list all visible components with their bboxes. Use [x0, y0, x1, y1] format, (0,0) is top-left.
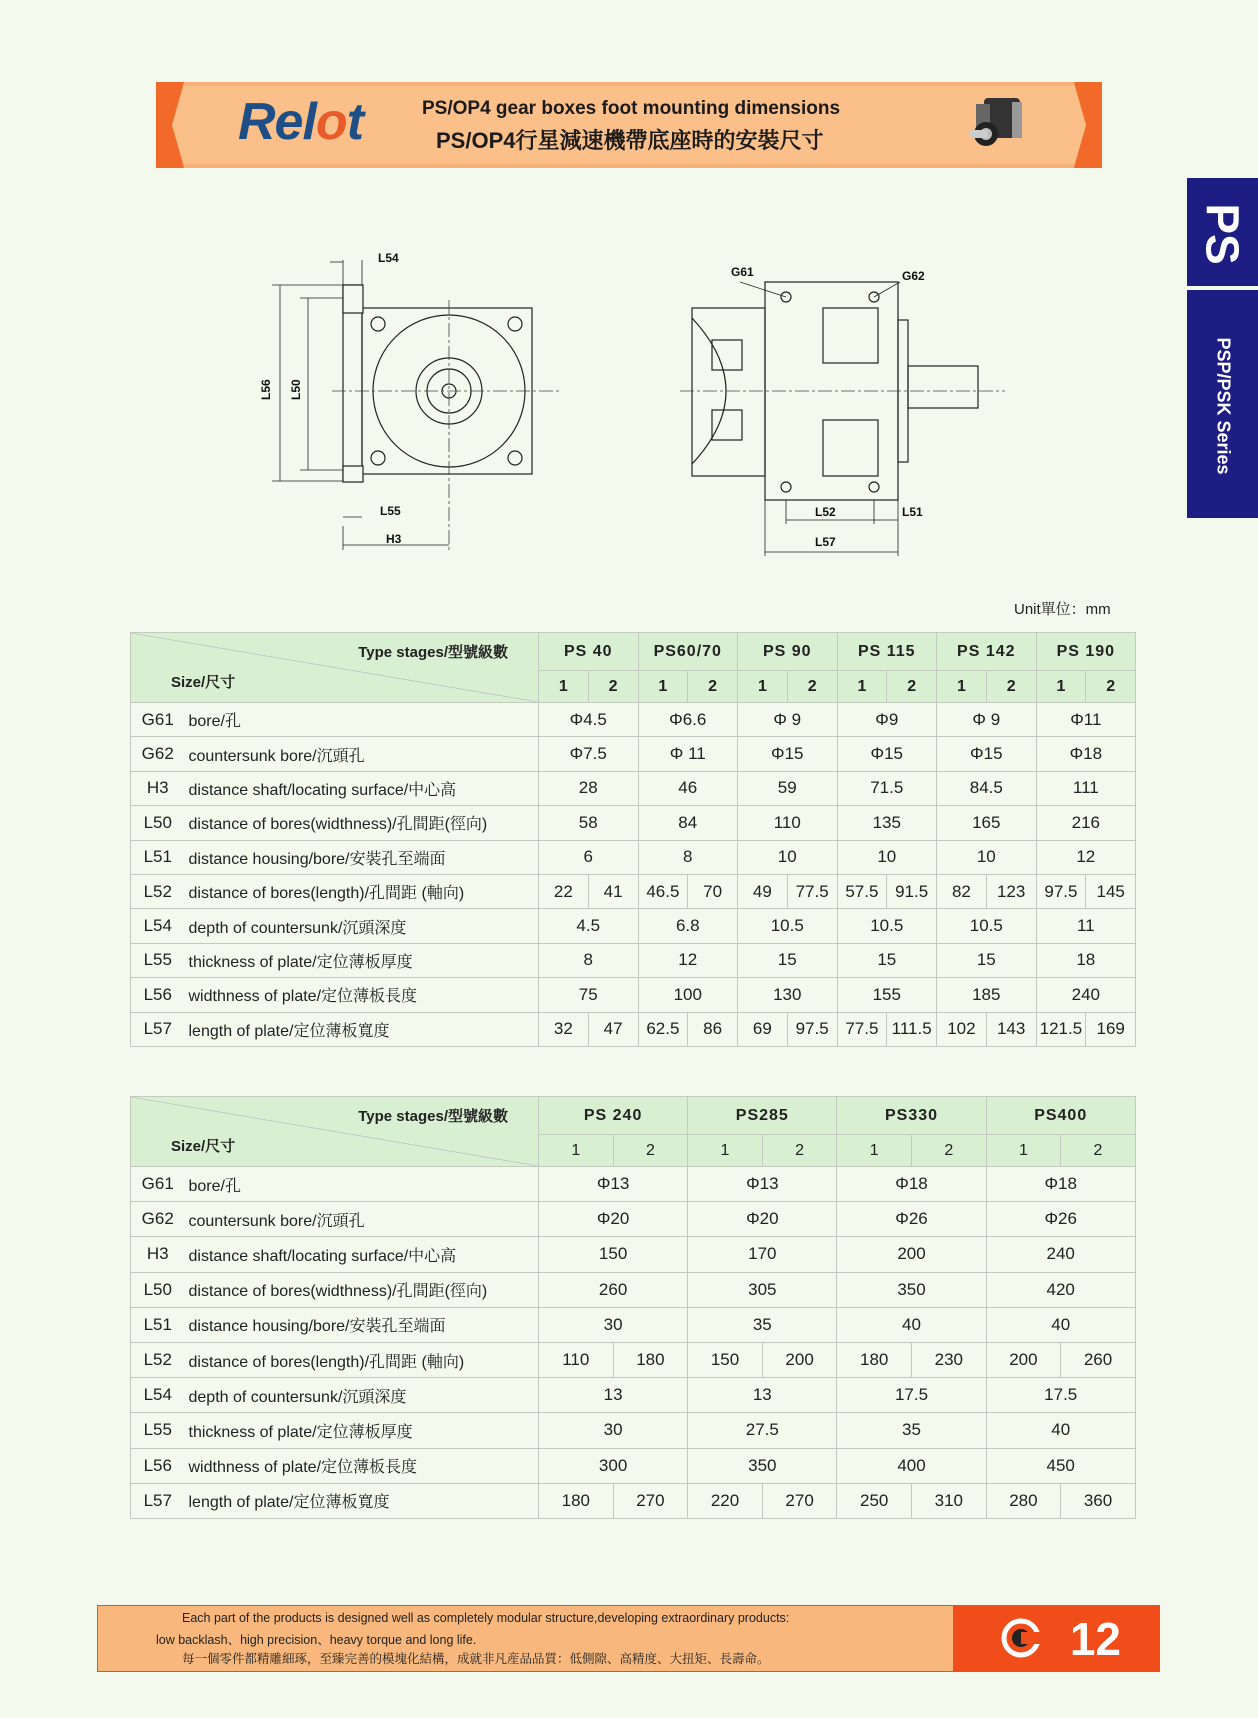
dimension-code: G62	[131, 737, 185, 771]
model-header: PS330	[837, 1097, 986, 1135]
value-cell: 15	[937, 943, 1037, 977]
footer-line-3: 每一個零件都精雕細琢，至臻完善的模塊化結構，成就非凡産品品質：低側隙、高精度、大扭矩、長壽命。	[182, 1652, 770, 1666]
dimensions-table-small	[130, 632, 1136, 1047]
company-emblem-icon	[1001, 1618, 1041, 1658]
dimension-code: L52	[131, 874, 185, 908]
model-header: PS 40	[539, 633, 639, 671]
value-cell: 82	[937, 874, 987, 908]
value-cell: 200	[837, 1237, 986, 1272]
value-cell: 10.5	[738, 909, 838, 943]
value-cell: Φ20	[539, 1202, 688, 1237]
dimension-code: L51	[131, 840, 185, 874]
dimension-description: countersunk bore/沉頭孔	[185, 737, 539, 771]
model-header: PS285	[688, 1097, 837, 1135]
value-cell: 97.5	[787, 1012, 837, 1046]
stage-header: 2	[613, 1135, 688, 1167]
value-cell: 10.5	[837, 909, 937, 943]
value-cell: Φ7.5	[539, 737, 639, 771]
dimension-description: depth of countersunk/沉頭深度	[185, 1378, 539, 1413]
dimension-description: distance shaft/locating surface/中心高	[185, 1237, 539, 1272]
value-cell: 10	[837, 840, 937, 874]
value-cell: 270	[762, 1483, 837, 1518]
dimension-code: H3	[131, 771, 185, 805]
value-cell: 77.5	[787, 874, 837, 908]
table-row	[131, 1012, 1136, 1046]
value-cell: 8	[638, 840, 738, 874]
model-header: PS60/70	[638, 633, 738, 671]
value-cell: 17.5	[986, 1378, 1135, 1413]
value-cell: 350	[837, 1272, 986, 1307]
dimension-description: bore/孔	[185, 1167, 539, 1202]
value-cell: Φ13	[688, 1167, 837, 1202]
value-cell: 11	[1036, 909, 1136, 943]
dimension-code: L55	[131, 943, 185, 977]
value-cell: Φ15	[937, 737, 1037, 771]
value-cell: 40	[986, 1413, 1135, 1448]
value-cell: 250	[837, 1483, 912, 1518]
dimension-code: L55	[131, 1413, 185, 1448]
stage-header: 1	[738, 671, 788, 703]
value-cell: Φ6.6	[638, 703, 738, 737]
value-cell: 13	[539, 1378, 688, 1413]
value-cell: 450	[986, 1448, 1135, 1483]
value-cell: 145	[1086, 874, 1136, 908]
dimension-description: depth of countersunk/沉頭深度	[185, 909, 539, 943]
value-cell: Φ 9	[937, 703, 1037, 737]
value-cell: 230	[912, 1342, 987, 1377]
value-cell: 8	[539, 943, 639, 977]
value-cell: 169	[1086, 1012, 1136, 1046]
stage-header: 2	[688, 671, 738, 703]
table-row	[131, 703, 1136, 737]
dimension-description: widthness of plate/定位薄板長度	[185, 978, 539, 1012]
table-row	[131, 978, 1136, 1012]
stage-header: 1	[539, 1135, 614, 1167]
stage-header: 1	[1036, 671, 1086, 703]
table-row	[131, 771, 1136, 805]
value-cell: 121.5	[1036, 1012, 1086, 1046]
label-l54: L54	[378, 251, 399, 265]
value-cell: 58	[539, 806, 639, 840]
value-cell: 71.5	[837, 771, 937, 805]
value-cell: 84.5	[937, 771, 1037, 805]
stage-header: 2	[1086, 671, 1136, 703]
value-cell: 30	[539, 1307, 688, 1342]
stage-header: 2	[912, 1135, 987, 1167]
value-cell: 150	[539, 1237, 688, 1272]
value-cell: 220	[688, 1483, 763, 1518]
table-corner	[131, 633, 539, 703]
value-cell: Φ18	[1036, 737, 1136, 771]
value-cell: 47	[588, 1012, 638, 1046]
label-l51: L51	[902, 505, 923, 519]
dimension-code: G62	[131, 1202, 185, 1237]
corner-size-label: Size/尺寸	[171, 1138, 236, 1155]
model-header: PS 190	[1036, 633, 1136, 671]
dimension-description: distance of bores(length)/孔間距 (軸向)	[185, 1342, 539, 1377]
dimension-description: distance shaft/locating surface/中心高	[185, 771, 539, 805]
value-cell: 75	[539, 978, 639, 1012]
value-cell: Φ11	[1036, 703, 1136, 737]
value-cell: 130	[738, 978, 838, 1012]
model-header: PS 142	[937, 633, 1037, 671]
footer-page-block	[953, 1606, 1159, 1671]
value-cell: 10	[937, 840, 1037, 874]
table-row	[131, 806, 1136, 840]
dimension-description: length of plate/定位薄板寬度	[185, 1012, 539, 1046]
footer-line-1: Each part of the products is designed well as completely modular structure,developing extraordinary products:	[182, 1611, 790, 1625]
stage-header: 2	[588, 671, 638, 703]
value-cell: 27.5	[688, 1413, 837, 1448]
label-g61: G61	[731, 265, 754, 279]
value-cell: 91.5	[887, 874, 937, 908]
value-cell: Φ4.5	[539, 703, 639, 737]
value-cell: 400	[837, 1448, 986, 1483]
value-cell: 260	[539, 1272, 688, 1307]
label-l57: L57	[815, 535, 836, 549]
dimension-code: L54	[131, 909, 185, 943]
value-cell: 46	[638, 771, 738, 805]
value-cell: 420	[986, 1272, 1135, 1307]
stage-header: 1	[986, 1135, 1061, 1167]
value-cell: 30	[539, 1413, 688, 1448]
value-cell: Φ9	[837, 703, 937, 737]
value-cell: 62.5	[638, 1012, 688, 1046]
value-cell: 57.5	[837, 874, 887, 908]
value-cell: 110	[539, 1342, 614, 1377]
value-cell: 46.5	[638, 874, 688, 908]
value-cell: 17.5	[837, 1378, 986, 1413]
dimension-description: distance housing/bore/安裝孔至端面	[185, 1307, 539, 1342]
stage-header: 2	[787, 671, 837, 703]
value-cell: Φ20	[688, 1202, 837, 1237]
value-cell: 180	[837, 1342, 912, 1377]
stage-header: 2	[762, 1135, 837, 1167]
corner-type-label: Type stages/型號級數	[358, 644, 508, 661]
value-cell: 180	[539, 1483, 614, 1518]
dimension-description: distance of bores(length)/孔間距 (軸向)	[185, 874, 539, 908]
table-row	[131, 1167, 1136, 1202]
table-row	[131, 1378, 1136, 1413]
value-cell: 111	[1036, 771, 1136, 805]
value-cell: 305	[688, 1272, 837, 1307]
dimension-code: L57	[131, 1483, 185, 1518]
value-cell: 216	[1036, 806, 1136, 840]
dimension-code: L52	[131, 1342, 185, 1377]
dimension-code: H3	[131, 1237, 185, 1272]
value-cell: 10	[738, 840, 838, 874]
title-chinese: PS/OP4行星減速機帶底座時的安裝尺寸	[436, 128, 824, 153]
stage-header: 1	[688, 1135, 763, 1167]
value-cell: 280	[986, 1483, 1061, 1518]
model-header: PS 115	[837, 633, 937, 671]
dimension-code: L51	[131, 1307, 185, 1342]
value-cell: 69	[738, 1012, 788, 1046]
technical-drawings	[0, 0, 1258, 590]
dimension-code: L50	[131, 806, 185, 840]
value-cell: 13	[688, 1378, 837, 1413]
value-cell: 360	[1061, 1483, 1136, 1518]
model-header: PS 90	[738, 633, 838, 671]
value-cell: 150	[688, 1342, 763, 1377]
footer-bar	[97, 1605, 1160, 1672]
value-cell: 4.5	[539, 909, 639, 943]
brand-logo: Relot	[238, 93, 364, 151]
dimension-description: length of plate/定位薄板寬度	[185, 1483, 539, 1518]
value-cell: 102	[937, 1012, 987, 1046]
value-cell: 110	[738, 806, 838, 840]
table-row	[131, 1342, 1136, 1377]
dimension-description: widthness of plate/定位薄板長度	[185, 1448, 539, 1483]
corner-size-label: Size/尺寸	[171, 674, 236, 691]
dimension-description: countersunk bore/沉頭孔	[185, 1202, 539, 1237]
value-cell: Φ18	[837, 1167, 986, 1202]
stage-header: 1	[937, 671, 987, 703]
unit-label: Unit單位：mm	[1014, 601, 1111, 618]
value-cell: 32	[539, 1012, 589, 1046]
table-row	[131, 1272, 1136, 1307]
value-cell: 180	[613, 1342, 688, 1377]
value-cell: 15	[837, 943, 937, 977]
value-cell: 260	[1061, 1342, 1136, 1377]
stage-header: 1	[837, 671, 887, 703]
value-cell: 200	[762, 1342, 837, 1377]
dimension-description: distance of bores(widthness)/孔間距(徑向)	[185, 1272, 539, 1307]
value-cell: 170	[688, 1237, 837, 1272]
table-row	[131, 840, 1136, 874]
stage-header: 1	[837, 1135, 912, 1167]
label-l52: L52	[815, 505, 836, 519]
value-cell: 200	[986, 1342, 1061, 1377]
dimension-code: G61	[131, 1167, 185, 1202]
table-row	[131, 943, 1136, 977]
stage-header: 2	[887, 671, 937, 703]
label-h3: H3	[386, 532, 402, 546]
value-cell: 270	[613, 1483, 688, 1518]
value-cell: 6.8	[638, 909, 738, 943]
value-cell: 97.5	[1036, 874, 1086, 908]
value-cell: 86	[688, 1012, 738, 1046]
label-l56: L56	[259, 379, 273, 400]
table-row	[131, 737, 1136, 771]
value-cell: 22	[539, 874, 589, 908]
value-cell: 15	[738, 943, 838, 977]
table-row	[131, 1237, 1136, 1272]
value-cell: 143	[986, 1012, 1036, 1046]
value-cell: 59	[738, 771, 838, 805]
dimension-code: L54	[131, 1378, 185, 1413]
value-cell: 240	[986, 1237, 1135, 1272]
value-cell: 18	[1036, 943, 1136, 977]
dimension-code: L56	[131, 1448, 185, 1483]
value-cell: 28	[539, 771, 639, 805]
value-cell: 84	[638, 806, 738, 840]
value-cell: Φ 11	[638, 737, 738, 771]
value-cell: 155	[837, 978, 937, 1012]
value-cell: 185	[937, 978, 1037, 1012]
value-cell: 49	[738, 874, 788, 908]
value-cell: 35	[688, 1307, 837, 1342]
table-row	[131, 1202, 1136, 1237]
dimension-description: distance of bores(widthness)/孔間距(徑向)	[185, 806, 539, 840]
label-g62: G62	[902, 269, 925, 283]
value-cell: 70	[688, 874, 738, 908]
table-row	[131, 909, 1136, 943]
model-header: PS 240	[539, 1097, 688, 1135]
stage-header: 1	[539, 671, 589, 703]
series-name: PSP/PSK Series	[1213, 337, 1233, 475]
value-cell: 10.5	[937, 909, 1037, 943]
page-number: 12	[1069, 1613, 1121, 1665]
stage-header: 2	[1061, 1135, 1136, 1167]
table-corner	[131, 1097, 539, 1167]
model-header: PS400	[986, 1097, 1135, 1135]
value-cell: 12	[1036, 840, 1136, 874]
value-cell: Φ26	[986, 1202, 1135, 1237]
table-row	[131, 874, 1136, 908]
value-cell: 35	[837, 1413, 986, 1448]
value-cell: 300	[539, 1448, 688, 1483]
dimension-description: bore/孔	[185, 703, 539, 737]
dimension-description: thickness of plate/定位薄板厚度	[185, 1413, 539, 1448]
value-cell: 310	[912, 1483, 987, 1518]
table-row	[131, 1448, 1136, 1483]
value-cell: 40	[986, 1307, 1135, 1342]
title-english: PS/OP4 gear boxes foot mounting dimensions	[422, 98, 841, 119]
table-row	[131, 1483, 1136, 1518]
label-l50: L50	[289, 379, 303, 400]
table-row	[131, 1307, 1136, 1342]
series-code: PS	[1197, 203, 1249, 265]
dimension-code: L56	[131, 978, 185, 1012]
value-cell: Φ15	[837, 737, 937, 771]
value-cell: 135	[837, 806, 937, 840]
value-cell: 77.5	[837, 1012, 887, 1046]
dimension-code: G61	[131, 703, 185, 737]
dimension-code: L50	[131, 1272, 185, 1307]
label-l55: L55	[380, 504, 401, 518]
stage-header: 2	[986, 671, 1036, 703]
value-cell: 12	[638, 943, 738, 977]
dimensions-table-large	[130, 1096, 1136, 1519]
value-cell: 350	[688, 1448, 837, 1483]
value-cell: 165	[937, 806, 1037, 840]
value-cell: 40	[837, 1307, 986, 1342]
dimension-description: thickness of plate/定位薄板厚度	[185, 943, 539, 977]
footer-line-2: low backlash、high precision、heavy torque and long life.	[156, 1633, 477, 1647]
value-cell: 41	[588, 874, 638, 908]
value-cell: 111.5	[887, 1012, 937, 1046]
value-cell: 6	[539, 840, 639, 874]
value-cell: Φ15	[738, 737, 838, 771]
dimension-description: distance housing/bore/安裝孔至端面	[185, 840, 539, 874]
value-cell: Φ26	[837, 1202, 986, 1237]
value-cell: Φ18	[986, 1167, 1135, 1202]
corner-type-label: Type stages/型號級數	[358, 1108, 508, 1125]
dimension-code: L57	[131, 1012, 185, 1046]
value-cell: 100	[638, 978, 738, 1012]
value-cell: 123	[986, 874, 1036, 908]
stage-header: 1	[638, 671, 688, 703]
value-cell: Φ 9	[738, 703, 838, 737]
value-cell: Φ13	[539, 1167, 688, 1202]
value-cell: 240	[1036, 978, 1136, 1012]
table-row	[131, 1413, 1136, 1448]
